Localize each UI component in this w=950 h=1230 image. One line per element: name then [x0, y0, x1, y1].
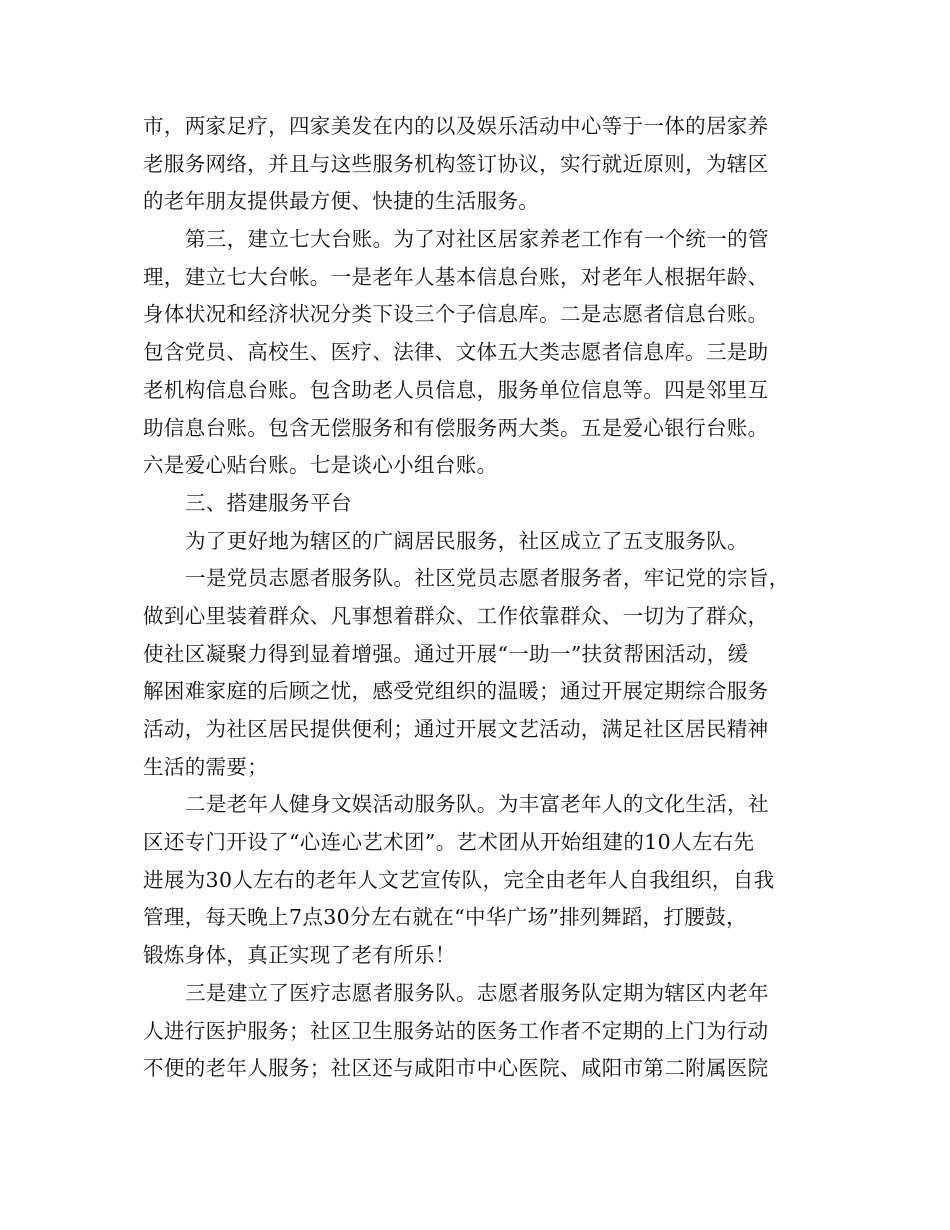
text-line: 进展为30人左右的老年人文艺宣传队，完全由老年人自我组织，自我 — [143, 867, 775, 892]
text-line: 锻炼身体，真正实现了老有所乐！ — [143, 943, 456, 968]
text-line: 老服务网络，并且与这些服务机构签订协议，实行就近原则，为辖区 — [143, 151, 769, 176]
text-line: 身体状况和经济状况分类下设三个子信息库。二是志愿者信息台账。 — [143, 302, 769, 327]
text-line: 做到心里装着群众、凡事想着群众、工作依靠群众、一切为了群众， — [143, 603, 769, 628]
text-line: 生活的需要； — [143, 754, 269, 779]
text-line: 人进行医护服务；社区卫生服务站的医务工作者不定期的上门为行动 — [143, 1018, 769, 1043]
text-line: 使社区凝聚力得到显着增强。通过开展“一助一”扶贫帮困活动，缓 — [143, 641, 749, 666]
text-line: 为了更好地为辖区的广阔居民服务，社区成立了五支服务队。 — [185, 528, 748, 553]
text-line: 不便的老年人服务；社区还与咸阳市中心医院、咸阳市第二附属医院 — [143, 1056, 769, 1081]
text-line: 的老年朋友提供最方便、快捷的生活服务。 — [143, 189, 540, 214]
text-line: 三、搭建服务平台 — [185, 490, 352, 515]
text-line: 助信息台账。包含无偿服务和有偿服务两大类。五是爱心银行台账。 — [143, 415, 769, 440]
text-line: 三是建立了医疗志愿者服务队。志愿者服务队定期为辖区内老年 — [185, 980, 769, 1005]
text-line: 活动，为社区居民提供便利；通过开展文艺活动，满足社区居民精神 — [143, 717, 769, 741]
text-line: 第三，建立七大台账。为了对社区居家养老工作有一个统一的管 — [185, 227, 769, 252]
text-line: 管理，每天晚上7点30分左右就在“中华广场”排列舞蹈，打腰鼓， — [143, 905, 747, 930]
text-line: 解困难家庭的后顾之忧，感受党组织的温暖；通过开展定期综合服务 — [143, 679, 769, 704]
text-line: 包含党员、高校生、医疗、法律、文体五大类志愿者信息库。三是助 — [143, 340, 769, 365]
text-line: 市，两家足疗，四家美发在内的以及娱乐活动中心等于一体的居家养 — [143, 114, 769, 138]
text-line: 区还专门开设了“心连心艺术团”。艺术团从开始组建的10人左右先 — [143, 830, 755, 855]
text-line: 六是爱心贴台账。七是谈心小组台账。 — [143, 453, 498, 478]
text-line: 老机构信息台账。包含助老人员信息，服务单位信息等。四是邻里互 — [143, 377, 769, 402]
document-body — [143, 108, 808, 1088]
text-line: 二是老年人健身文娱活动服务队。为丰富老年人的文化生活，社 — [185, 792, 769, 817]
text-line: 一是党员志愿者服务队。社区党员志愿者服务者，牢记党的宗旨， — [185, 566, 790, 591]
text-line: 理，建立七大台帐。一是老年人基本信息台账，对老年人根据年龄、 — [143, 264, 769, 289]
